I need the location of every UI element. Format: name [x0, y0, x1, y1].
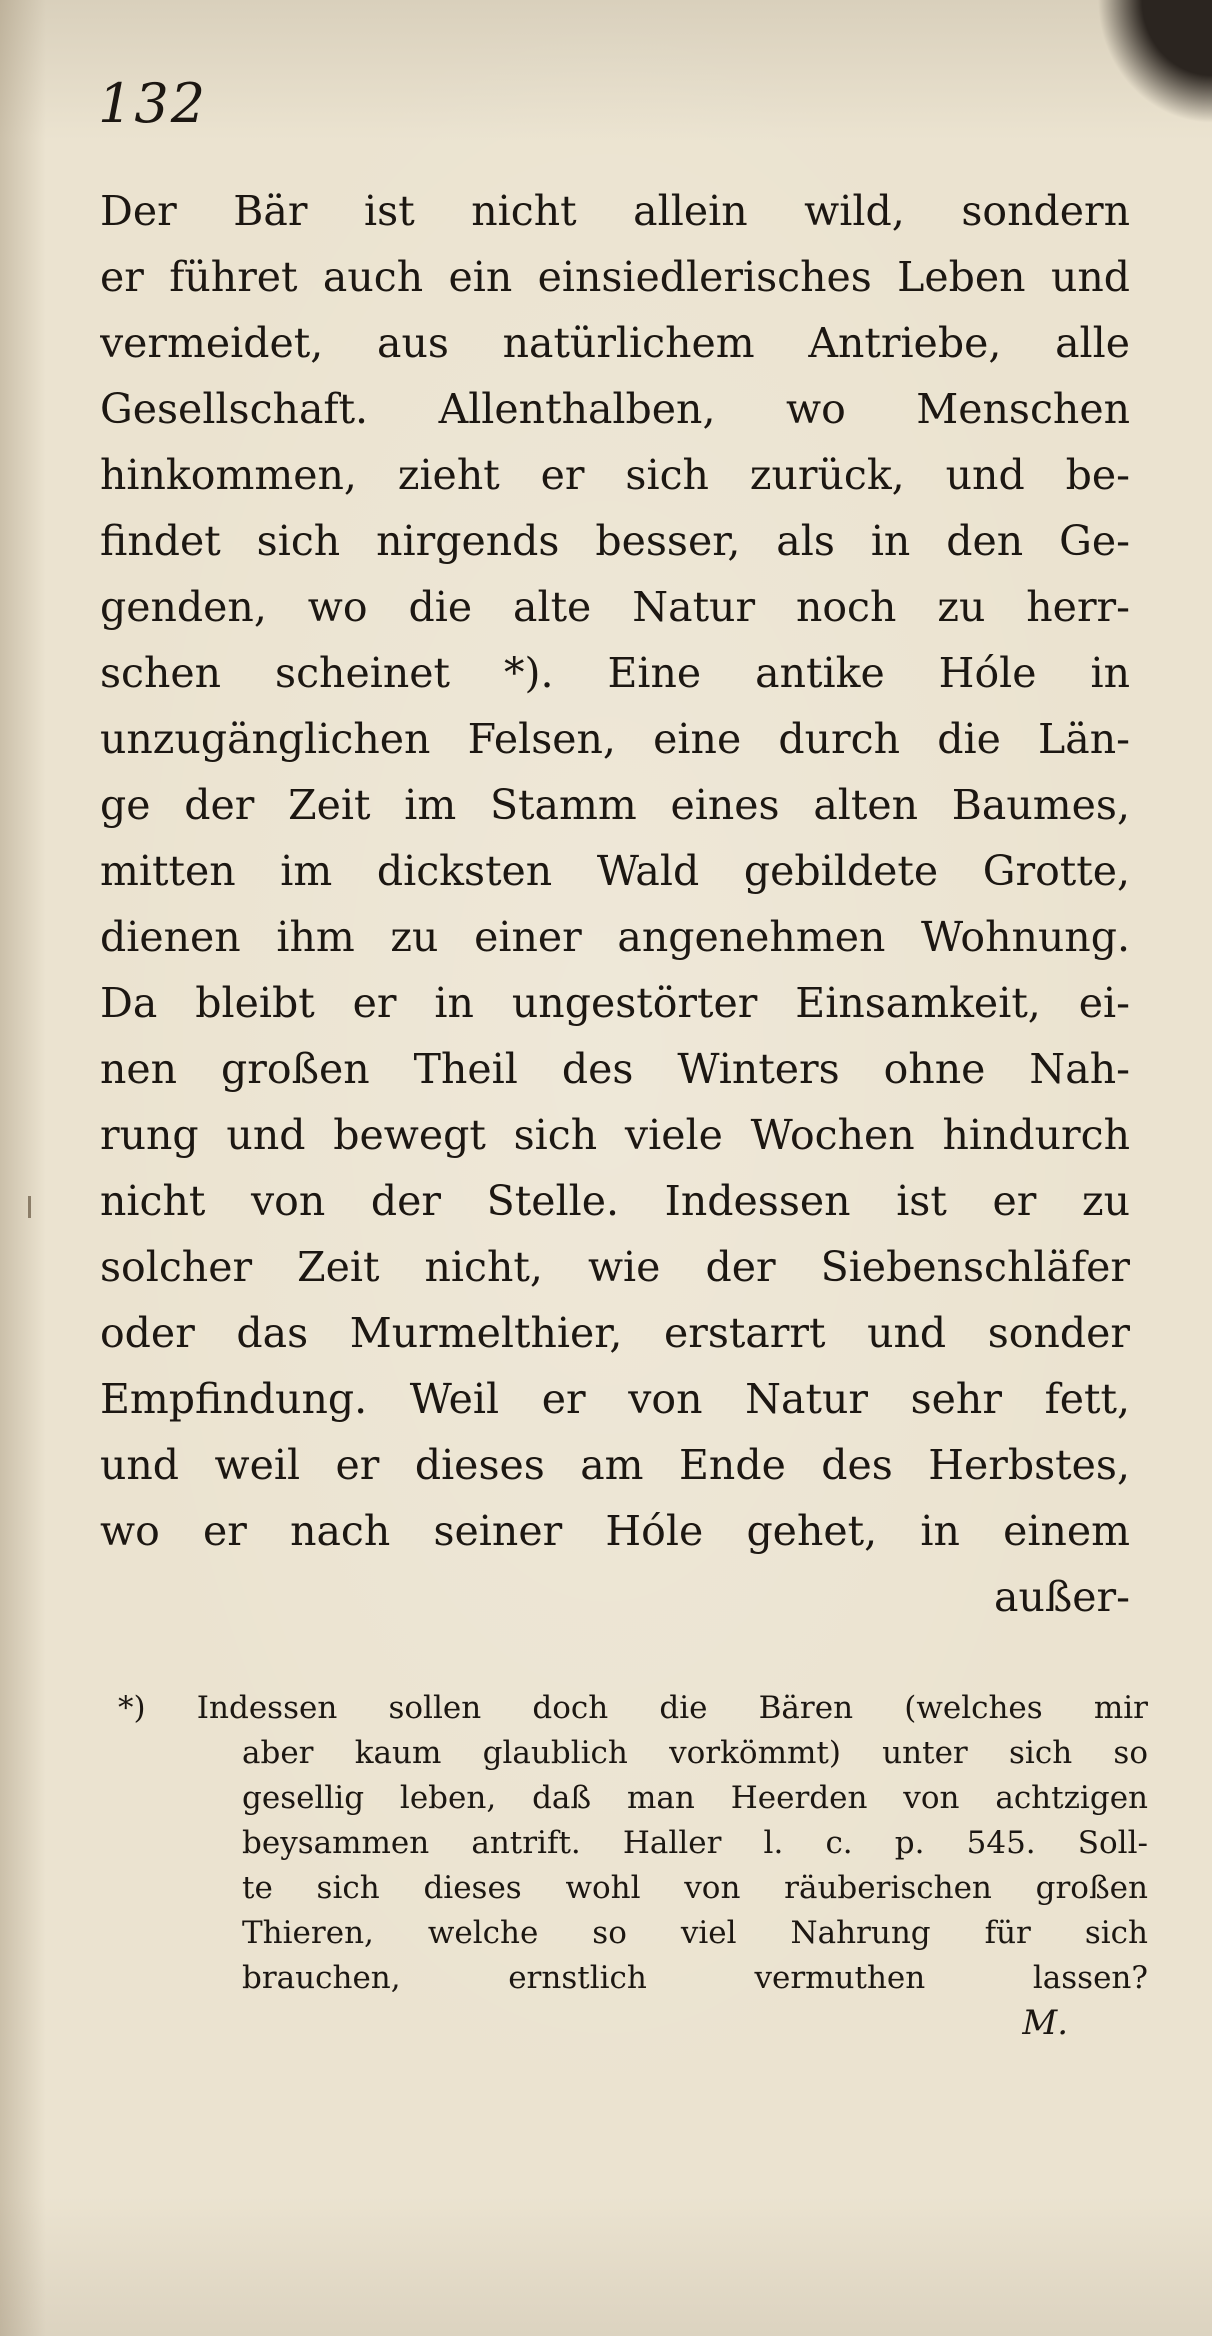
footnote-signature: M. — [1022, 2003, 1068, 2043]
body-line: wo er nach seiner Hóle gehet, in einem — [100, 1507, 1130, 1555]
footnote-line: te sich dieses wohl von räuberischen großen — [242, 1870, 1148, 1906]
catchword: außer- — [994, 1573, 1130, 1621]
body-line: Der Bär ist nicht allein wild, sondern — [100, 187, 1130, 235]
body-line: und weil er dieses am Ende des Herbstes, — [100, 1441, 1130, 1489]
body-line: Da bleibt er in ungestörter Einsamkeit, ei- — [100, 979, 1130, 1027]
body-line: rung und bewegt sich viele Wochen hindurch — [100, 1111, 1130, 1159]
page-number: 132 — [98, 72, 208, 135]
body-line: nicht von der Stelle. Indessen ist er zu — [100, 1177, 1130, 1225]
footnote-line: gesellig leben, daß man Heerden von achtzigen — [242, 1780, 1148, 1816]
body-line: findet sich nirgends besser, als in den Ge- — [100, 517, 1130, 565]
body-line: hinkommen, zieht er sich zurück, und be- — [100, 451, 1130, 499]
body-line: er führet auch ein einsiedlerisches Leben und — [100, 253, 1130, 301]
body-line: nen großen Theil des Winters ohne Nah- — [100, 1045, 1130, 1093]
footnote-line: aber kaum glaublich vorkömmt) unter sich so — [242, 1735, 1148, 1771]
body-line: dienen ihm zu einer angenehmen Wohnung. — [100, 913, 1130, 961]
body-line: ge der Zeit im Stamm eines alten Baumes, — [100, 781, 1130, 829]
footnote-line: beysammen antrift. Haller l. c. p. 545. Soll- — [242, 1825, 1148, 1861]
footnote-line: brauchen, ernstlich vermuthen lassen? — [242, 1960, 1148, 1996]
body-line: mitten im dicksten Wald gebildete Grotte, — [100, 847, 1130, 895]
footnote-line: *) Indessen sollen doch die Bären (welches mir — [118, 1690, 1148, 1726]
body-line: genden, wo die alte Natur noch zu herr- — [100, 583, 1130, 631]
body-line: Empfindung. Weil er von Natur sehr fett, — [100, 1375, 1130, 1423]
body-line: unzugänglichen Felsen, eine durch die Län- — [100, 715, 1130, 763]
margin-mark — [28, 1196, 31, 1218]
body-line: oder das Murmelthier, erstarrt und sonder — [100, 1309, 1130, 1357]
body-line: solcher Zeit nicht, wie der Siebenschläfer — [100, 1243, 1130, 1291]
footnote — [118, 1686, 1148, 2046]
body-line: Gesellschaft. Allenthalben, wo Menschen — [100, 385, 1130, 433]
body-line: vermeidet, aus natürlichem Antriebe, alle — [100, 319, 1130, 367]
footnote-line: Thieren, welche so viel Nahrung für sich — [242, 1915, 1148, 1951]
body-text — [100, 178, 1130, 1630]
body-line: schen scheinet *). Eine antike Hóle in — [100, 649, 1130, 697]
